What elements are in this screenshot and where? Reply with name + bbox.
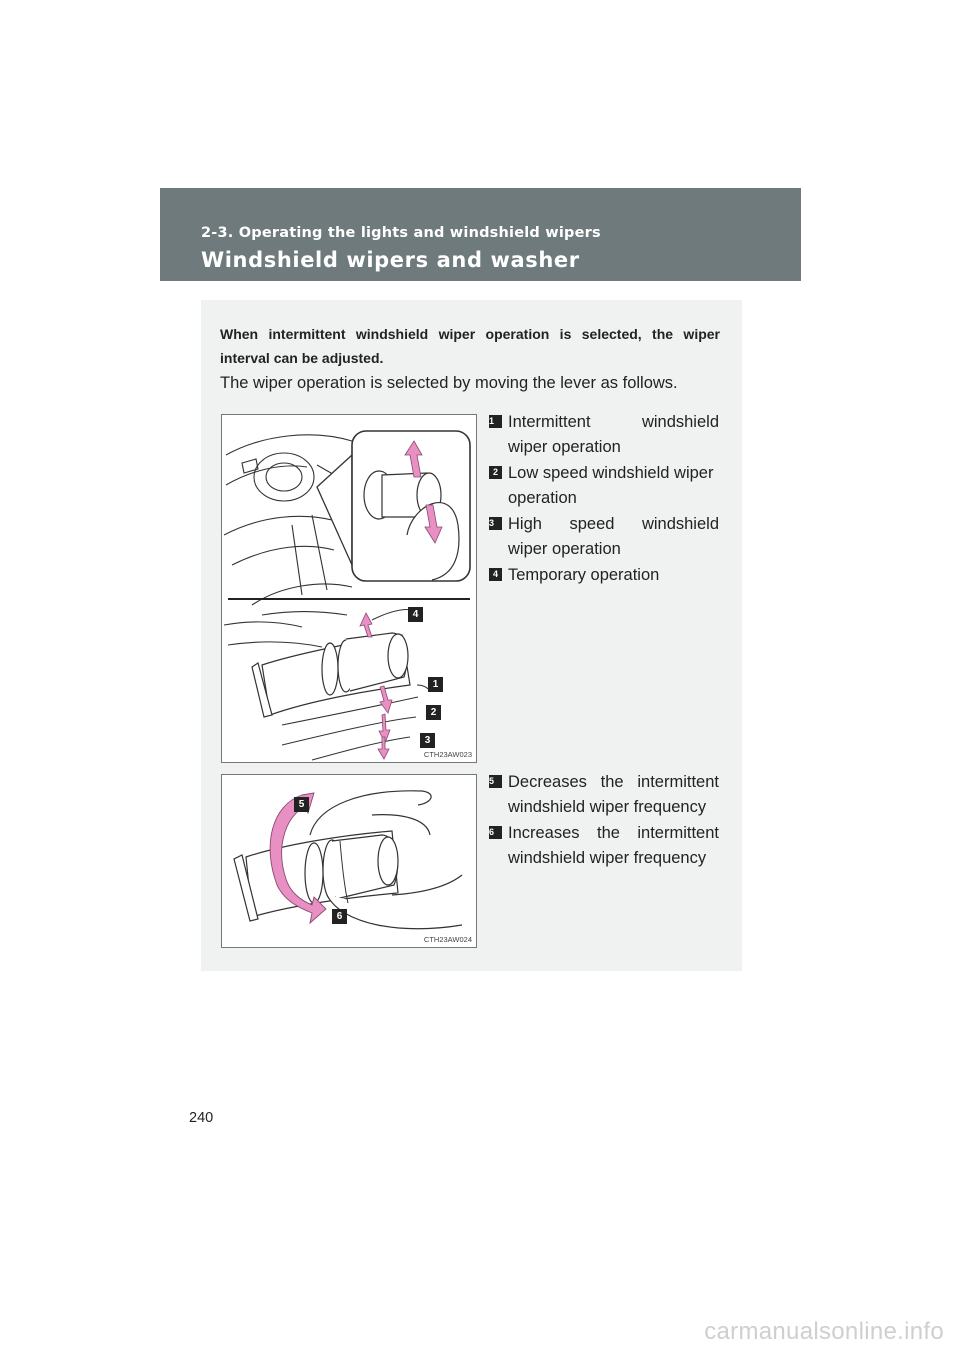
content-panel	[201, 300, 742, 971]
section-header	[160, 188, 801, 281]
item-number-badge: 4	[489, 568, 502, 581]
list-item	[489, 821, 719, 870]
page-number: 240	[189, 1110, 214, 1126]
item-line: Temporary operation	[508, 566, 660, 584]
item-line: windshield wiper frequency	[508, 848, 707, 867]
item-number-badge: 1	[489, 415, 502, 428]
list-item	[489, 512, 719, 561]
item-line: Intermittent windshield	[508, 413, 719, 431]
item-line: Decreases the intermittent	[508, 773, 719, 791]
item-number-badge: 5	[489, 775, 502, 788]
interval-list	[489, 770, 719, 872]
intro-text: The wiper operation is selected by moving the lever as follows.	[220, 374, 678, 392]
figure-code: CTH23AW023	[423, 750, 472, 759]
callout-4: 4	[408, 607, 423, 622]
item-number-badge: 6	[489, 826, 502, 839]
list-item	[489, 410, 719, 459]
item-line: operation	[508, 488, 577, 507]
item-line: windshield wiper frequency	[508, 797, 707, 816]
watermark: carmanualsonline.info	[704, 1318, 944, 1345]
wiper-mode-list	[489, 410, 719, 590]
item-line: High speed windshield	[508, 515, 719, 533]
list-item	[489, 770, 719, 819]
callout-3: 3	[420, 733, 435, 748]
item-line: wiper operation	[508, 539, 621, 558]
item-line: wiper operation	[508, 437, 621, 456]
list-item	[489, 563, 719, 588]
item-line: Low speed windshield wiper	[508, 464, 714, 482]
interval-ring-illustration	[222, 775, 476, 947]
item-line: Increases the intermittent	[508, 824, 719, 842]
item-number-badge: 3	[489, 517, 502, 530]
item-number-badge: 2	[489, 466, 502, 479]
interval-adjust-figure	[221, 774, 477, 948]
figure-code: CTH23AW024	[423, 935, 472, 944]
page-title: Windshield wipers and washer	[201, 248, 580, 272]
callout-2: 2	[426, 705, 441, 720]
section-label: 2-3. Operating the lights and windshield wipers	[201, 225, 601, 241]
list-item	[489, 461, 719, 510]
intro-note: When intermittent windshield wiper operation is selected, the wiper interval can be adjusted.	[220, 326, 720, 366]
callout-6: 6	[332, 909, 347, 924]
callout-5: 5	[294, 797, 309, 812]
wiper-lever-figure	[221, 414, 477, 763]
callout-1: 1	[428, 677, 443, 692]
